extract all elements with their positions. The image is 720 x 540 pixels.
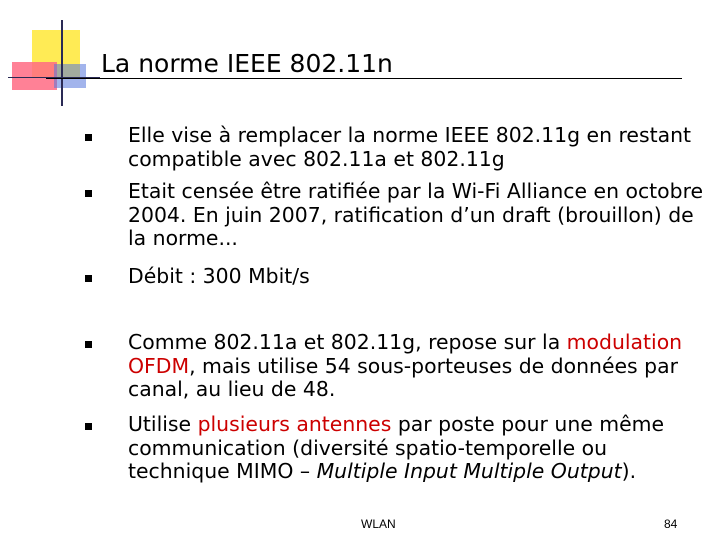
- bullet-square-icon: [85, 190, 92, 197]
- bullet-text-4-part-3: , mais utilise 54 sous-porteuses de données par canal, au lieu de 48.: [128, 353, 678, 401]
- bullet-item-2: [128, 180, 708, 251]
- bullet-text-4-part-1: Comme 802.11a et 802.11g, repose sur la: [128, 330, 567, 354]
- footer-label: WLAN: [361, 517, 396, 531]
- slide-title: La norme IEEE 802.11n: [101, 49, 393, 78]
- bullet-text-5-part-1: Utilise: [128, 412, 198, 436]
- bullet-item-4: [128, 331, 708, 402]
- bullet-item-3: [128, 265, 708, 289]
- bullet-text-3-part-1: Débit : 300 Mbit/s: [128, 264, 310, 288]
- bullet-text-5-part-3: par poste pour une même communication (diversité spatio-temporelle ou technique MIMO –: [128, 412, 665, 483]
- bullet-text-1-part-1: Elle vise à remplacer la norme IEEE 802.11g en restant compatible avec 802.11a et 802.11g: [128, 123, 692, 171]
- bullet-text-2-part-1: Etait censée être ratifiée par la Wi-Fi Alliance en octobre 2004. En juin 2007, ratification d’un draft (brouillon) de la norme...: [128, 179, 704, 250]
- bullet-item-5: [128, 413, 708, 484]
- bullet-text-5-part-5: ).: [621, 459, 637, 483]
- bullet-square-icon: [85, 423, 92, 430]
- page-number: 84: [664, 517, 678, 531]
- bullet-square-icon: [85, 341, 92, 348]
- bullet-text-5-mimo-expansion: Multiple Input Multiple Output: [316, 459, 622, 483]
- bullet-text-4-highlight-modulation: modulation OFDM: [128, 330, 683, 378]
- bullet-square-icon: [85, 275, 92, 282]
- bullet-square-icon: [85, 134, 92, 141]
- bullet-item-1: [128, 124, 708, 171]
- bullet-text-5-highlight-antennas: plusieurs antennes: [197, 412, 392, 436]
